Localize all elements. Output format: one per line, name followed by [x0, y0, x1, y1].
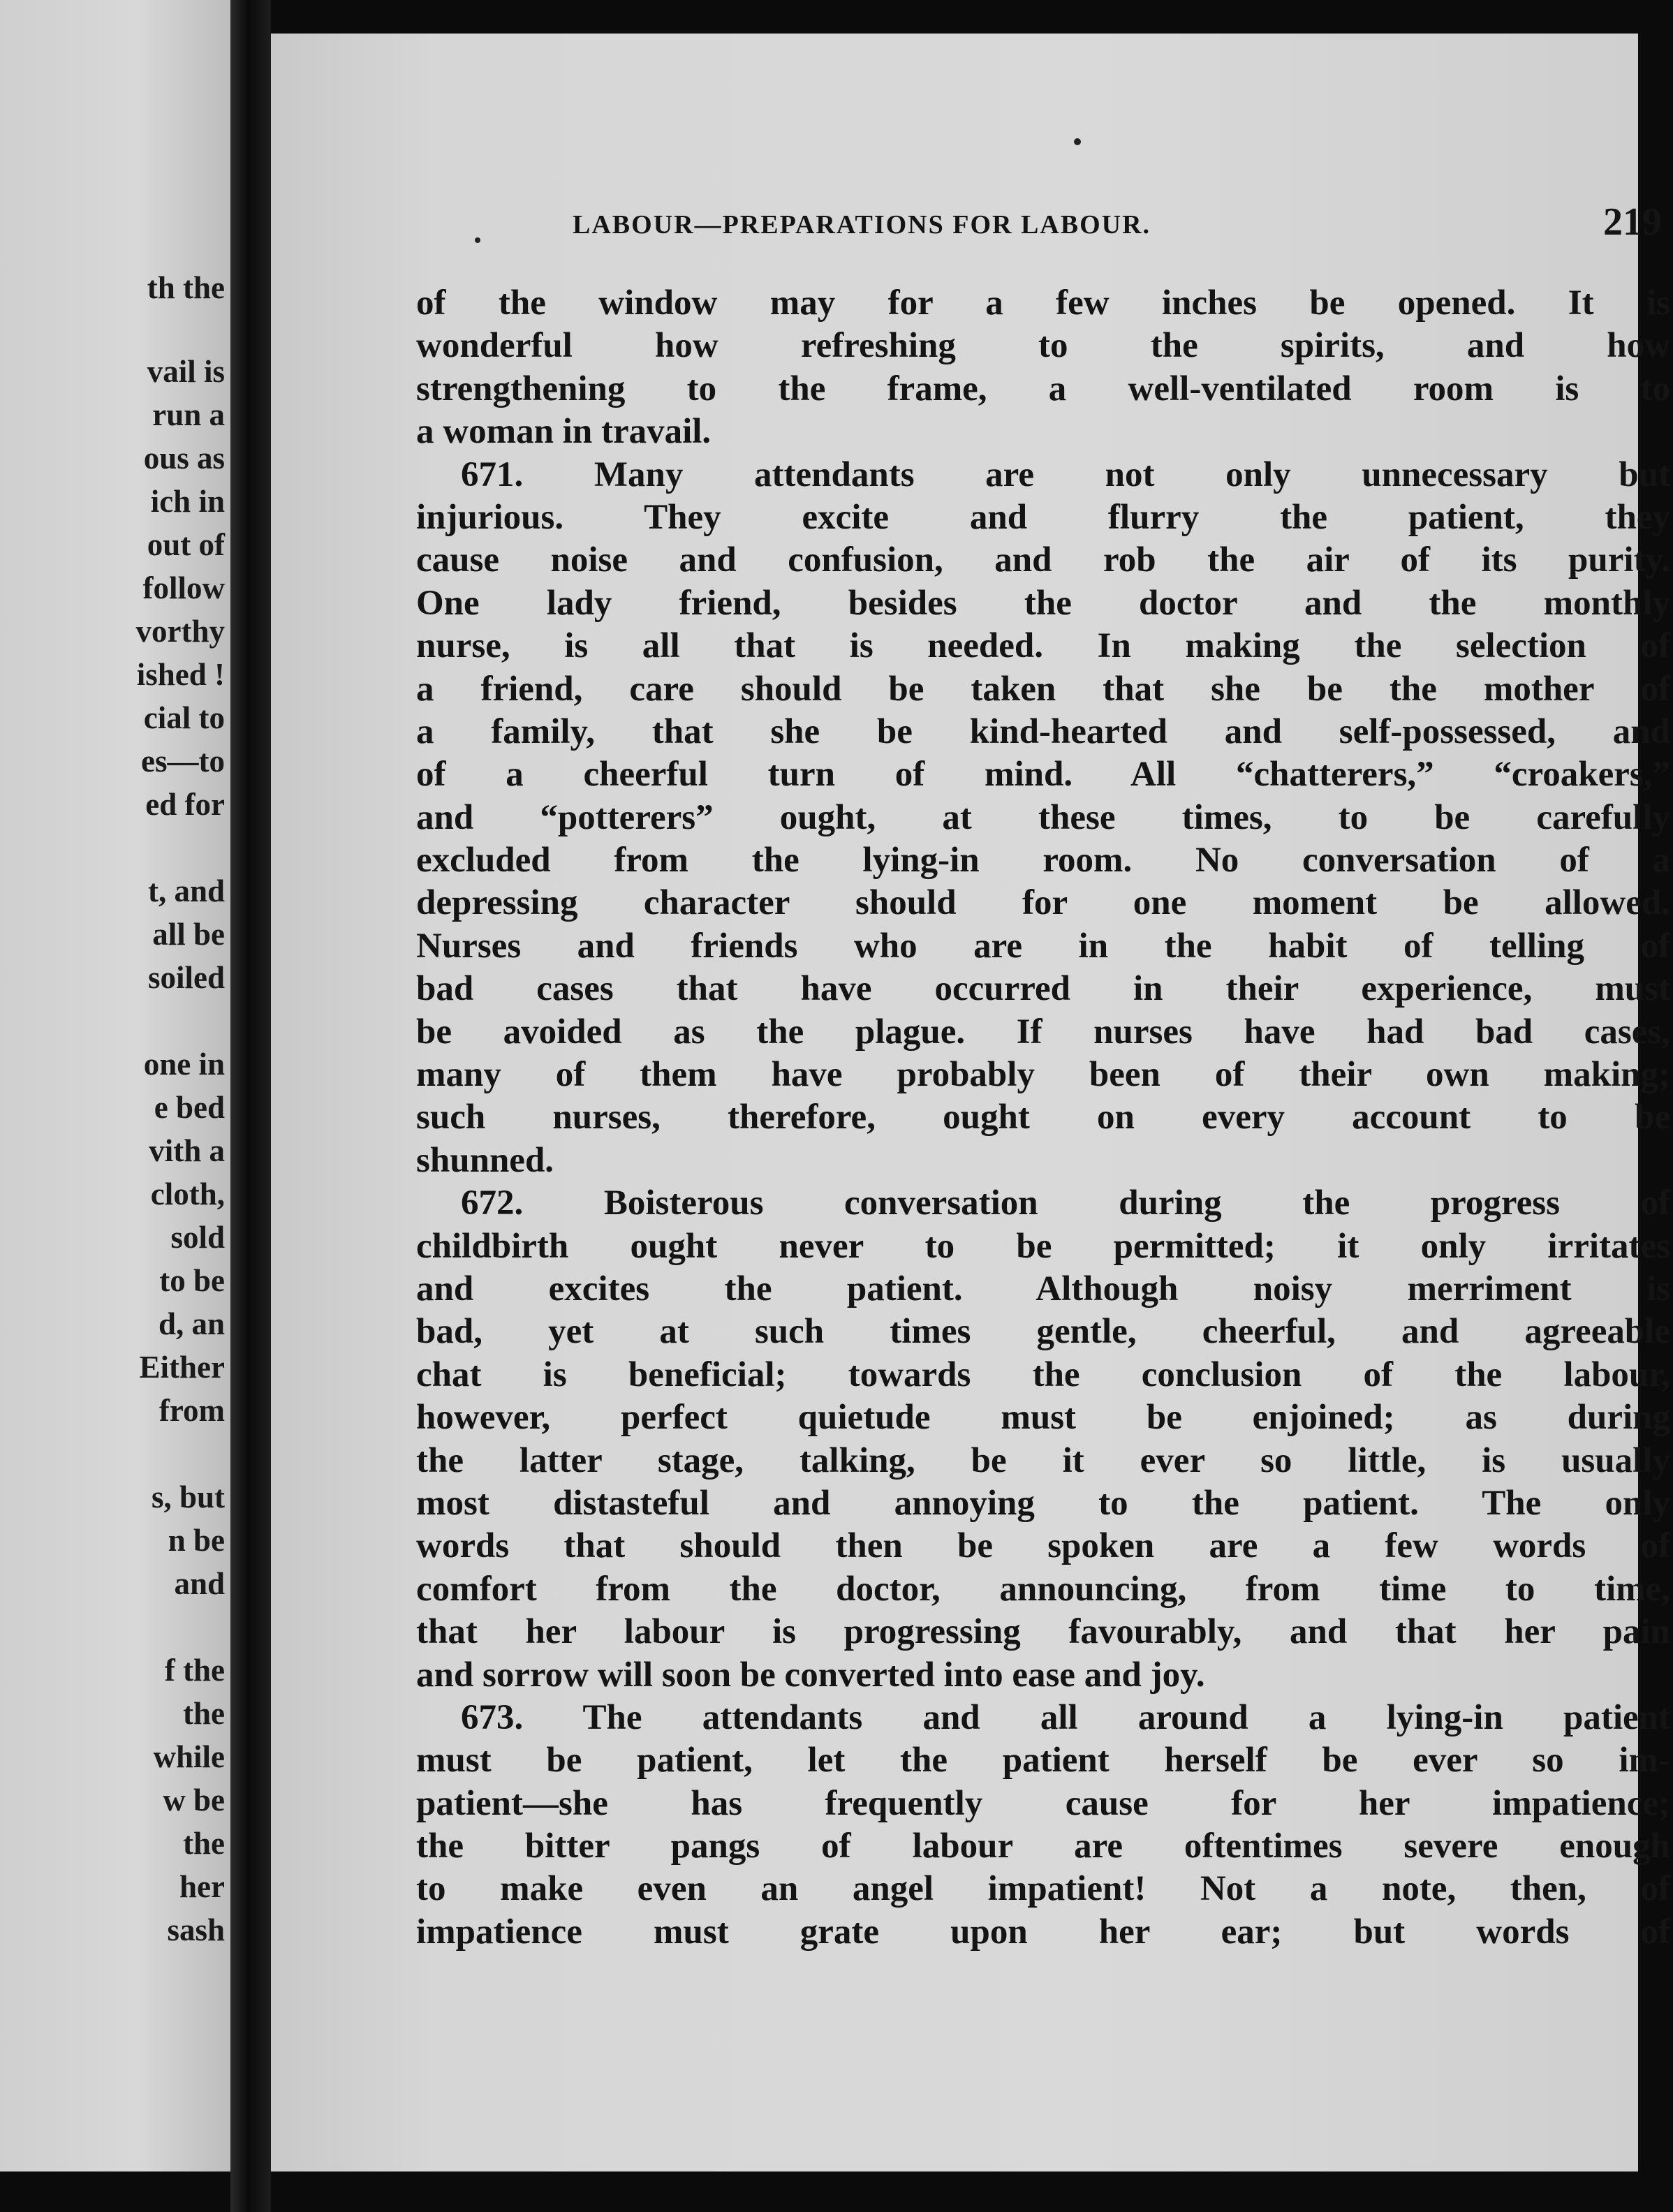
- left-fragment: follow: [142, 570, 225, 605]
- left-fragment: f the: [164, 1653, 225, 1688]
- left-fragment: run a: [152, 397, 225, 432]
- left-fragment: cloth,: [150, 1177, 225, 1211]
- left-fragment: her: [179, 1869, 225, 1904]
- left-fragment: the: [183, 1696, 225, 1731]
- left-fragment: vail is: [147, 354, 225, 389]
- left-fragment: Either: [139, 1350, 225, 1385]
- text-line: that her labour is progressing favourably, and that her pain: [416, 1612, 1670, 1652]
- text-line: many of them have probably been of their own making;: [416, 1055, 1670, 1095]
- left-page-edge: [0, 0, 230, 2172]
- right-page: [271, 34, 1670, 2172]
- left-fragment: vorthy: [135, 614, 225, 649]
- running-head: LABOUR—PREPARATIONS FOR LABOUR.: [573, 210, 1151, 239]
- text-line: Nurses and friends who are in the habit of telling of: [416, 926, 1670, 966]
- left-fragment: e bed: [154, 1090, 225, 1125]
- text-line: be avoided as the plague. If nurses have had bad cases,: [416, 1012, 1670, 1052]
- left-fragment: out of: [147, 527, 225, 562]
- text-line: a family, that she be kind-hearted and self-possessed, and: [416, 711, 1670, 751]
- left-fragment: sold: [170, 1220, 225, 1255]
- text-line: depressing character should for one moment be allowed.: [416, 883, 1670, 923]
- ink-speck: [475, 237, 480, 243]
- paragraph-672-start: 672. Boisterous conversation during the progress of: [461, 1184, 1670, 1223]
- text-line: the latter stage, talking, be it ever so little, is usually: [416, 1440, 1670, 1480]
- text-line: a friend, care should be taken that she be the mother of: [416, 669, 1670, 709]
- text-line: and “potterers” ought, at these times, to be carefully: [416, 797, 1670, 837]
- text-line: to make even an angel impatient! Not a note, then, of: [416, 1869, 1670, 1909]
- book-gutter: [230, 0, 271, 2212]
- left-fragment: cial to: [143, 700, 225, 735]
- text-line: shunned.: [416, 1140, 554, 1180]
- left-fragment: to be: [159, 1263, 225, 1298]
- left-fragment: and: [174, 1566, 225, 1601]
- text-line: however, perfect quietude must be enjoined; as during: [416, 1398, 1670, 1438]
- text-line: wonderful how refreshing to the spirits, and how: [416, 326, 1670, 366]
- left-fragment: soiled: [147, 960, 225, 995]
- text-line: such nurses, therefore, ought on every account to be: [416, 1098, 1670, 1137]
- left-fragment: th the: [147, 270, 225, 305]
- text-line: a woman in travail.: [416, 412, 712, 452]
- left-fragment: t, and: [147, 873, 225, 908]
- text-line: comfort from the doctor, announcing, from time to time,: [416, 1569, 1670, 1609]
- paragraph-673-start: 673. The attendants and all around a lying-in patient: [461, 1697, 1670, 1737]
- text-line: must be patient, let the patient herself be ever so im-: [416, 1741, 1670, 1780]
- left-fragment: while: [153, 1739, 225, 1774]
- text-line: childbirth ought never to be permitted; it only irritates: [416, 1226, 1670, 1266]
- text-line: of the window may for a few inches be opened. It is: [416, 283, 1670, 323]
- text-line: patient—she has frequently cause for her impatience;: [416, 1783, 1670, 1823]
- left-fragment: the: [183, 1826, 225, 1861]
- left-fragment: ous as: [143, 441, 225, 475]
- page-number: 219: [1603, 200, 1662, 244]
- text-line: nurse, is all that is needed. In making the selection of: [416, 626, 1670, 666]
- left-fragment: vith a: [149, 1133, 225, 1168]
- left-fragment: ished !: [136, 657, 225, 692]
- body-text: [416, 282, 1670, 1954]
- text-line: words that should then be spoken are a few words of: [416, 1526, 1670, 1566]
- left-fragment: ed for: [145, 787, 225, 822]
- text-line: impatience must grate upon her ear; but words of: [416, 1912, 1670, 1952]
- text-line: of a cheerful turn of mind. All “chatterers,” “croakers,”: [416, 755, 1670, 795]
- text-line: the bitter pangs of labour are oftentimes severe enough: [416, 1827, 1670, 1866]
- left-fragment: n be: [168, 1523, 225, 1558]
- left-fragment: sash: [167, 1912, 225, 1947]
- text-line: bad, yet at such times gentle, cheerful, and agreeable: [416, 1312, 1670, 1352]
- left-fragment: from: [159, 1393, 225, 1428]
- left-fragment: ich in: [150, 484, 225, 519]
- text-line: chat is beneficial; towards the conclusion of the labour,: [416, 1355, 1670, 1394]
- text-line: cause noise and confusion, and rob the air of its purity.: [416, 540, 1670, 580]
- text-line: and sorrow will soon be converted into ease and joy.: [416, 1655, 1205, 1695]
- paragraph-671-start: 671. Many attendants are not only unnecessary but: [461, 455, 1670, 494]
- text-line: most distasteful and annoying to the patient. The only: [416, 1483, 1670, 1523]
- text-line: strengthening to the frame, a well-ventilated room is to: [416, 369, 1670, 408]
- text-line: and excites the patient. Although noisy merriment is: [416, 1269, 1670, 1308]
- ink-speck: [1074, 138, 1081, 145]
- left-fragment: all be: [152, 917, 225, 952]
- left-fragment: w be: [163, 1783, 225, 1817]
- text-line: excluded from the lying-in room. No conversation of a: [416, 841, 1670, 880]
- text-line: One lady friend, besides the doctor and the monthly: [416, 583, 1670, 623]
- text-line: bad cases that have occurred in their experience, must: [416, 969, 1670, 1009]
- page-header: [573, 200, 1673, 242]
- left-fragment: one in: [143, 1047, 225, 1082]
- left-fragment: d, an: [158, 1306, 225, 1341]
- left-fragment: s, but: [151, 1480, 225, 1514]
- text-line: injurious. They excite and flurry the patient, they: [416, 497, 1670, 537]
- left-fragment: es—to: [141, 744, 225, 779]
